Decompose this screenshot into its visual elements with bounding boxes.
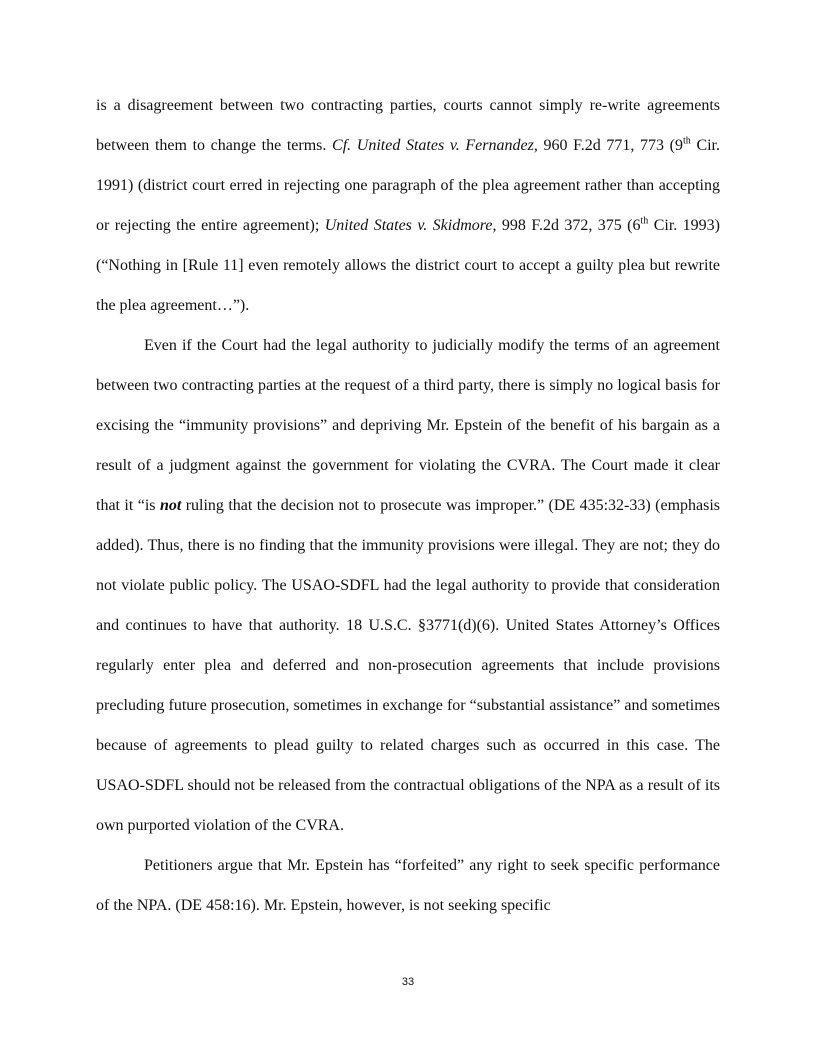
p1-text-2: , 960 F.2d 771, 773 (9: [533, 137, 684, 154]
p1-text-4: , 998 F.2d 372, 375 (6: [492, 217, 641, 234]
document-body: [96, 86, 720, 926]
p1-text-5: Cir. 1993) (“Nothing in [Rule 11] even remotely allows the district court to accept a guilty plea but rewrite the plea agreement…”).: [96, 217, 721, 314]
paragraph-3: [96, 846, 720, 926]
p2-text-2: ruling that the decision not to prosecute was improper.” (DE 435:32-33) (emphasis added). Thus, there is no finding that the immunity provisions were illegal. They are not; they do not violate public policy. The USAO-SDFL had the legal authority to provide that consideration and continues to have that authority. 18 U.S.C. §3771(d)(6). United States Attorney’s Offices regularly enter plea and deferred and non-prosecution agreements that include provisions precluding future prosecution, sometimes in exchange for “substantial assistance” and sometimes because of agreements to plead guilty to related charges such as occurred in this case. The USAO-SDFL should not be released from the contractual obligations of the NPA as a result of its own purported violation of the CVRA.: [96, 497, 721, 834]
p2-text-1: Even if the Court had the legal authority to judicially modify the terms of an agreement between two contracting parties at the request of a third party, there is simply no logical basis for excising the “immunity provisions” and depriving Mr. Epstein of the benefit of his bargain as a result of a judgment against the government for violating the CVRA. The Court made it clear that it “is: [96, 337, 720, 514]
p3-text-1: Petitioners argue that Mr. Epstein has “forfeited” any right to seek specific performance of the NPA. (DE 458:16). Mr. Epstein, however, is not seeking specific: [96, 857, 720, 914]
paragraph-1: [96, 86, 720, 326]
ordinal-superscript: th: [683, 135, 691, 147]
case-citation-fernandez: Cf. United States v. Fernandez: [332, 137, 534, 154]
ordinal-superscript: th: [640, 215, 649, 227]
page-number: 33: [401, 976, 415, 988]
paragraph-2: [96, 326, 720, 846]
emphasis-not: not: [159, 497, 182, 514]
case-citation-skidmore: United States v. Skidmore: [324, 217, 493, 234]
p1-text-3: Cir. 1991) (district court erred in rejecting one paragraph of the plea agreement rather than accepting or rejecting the entire agreement);: [96, 137, 721, 234]
p1-text-1: is a disagreement between two contracting parties, courts cannot simply re-write agreements between them to change the terms.: [96, 97, 720, 154]
